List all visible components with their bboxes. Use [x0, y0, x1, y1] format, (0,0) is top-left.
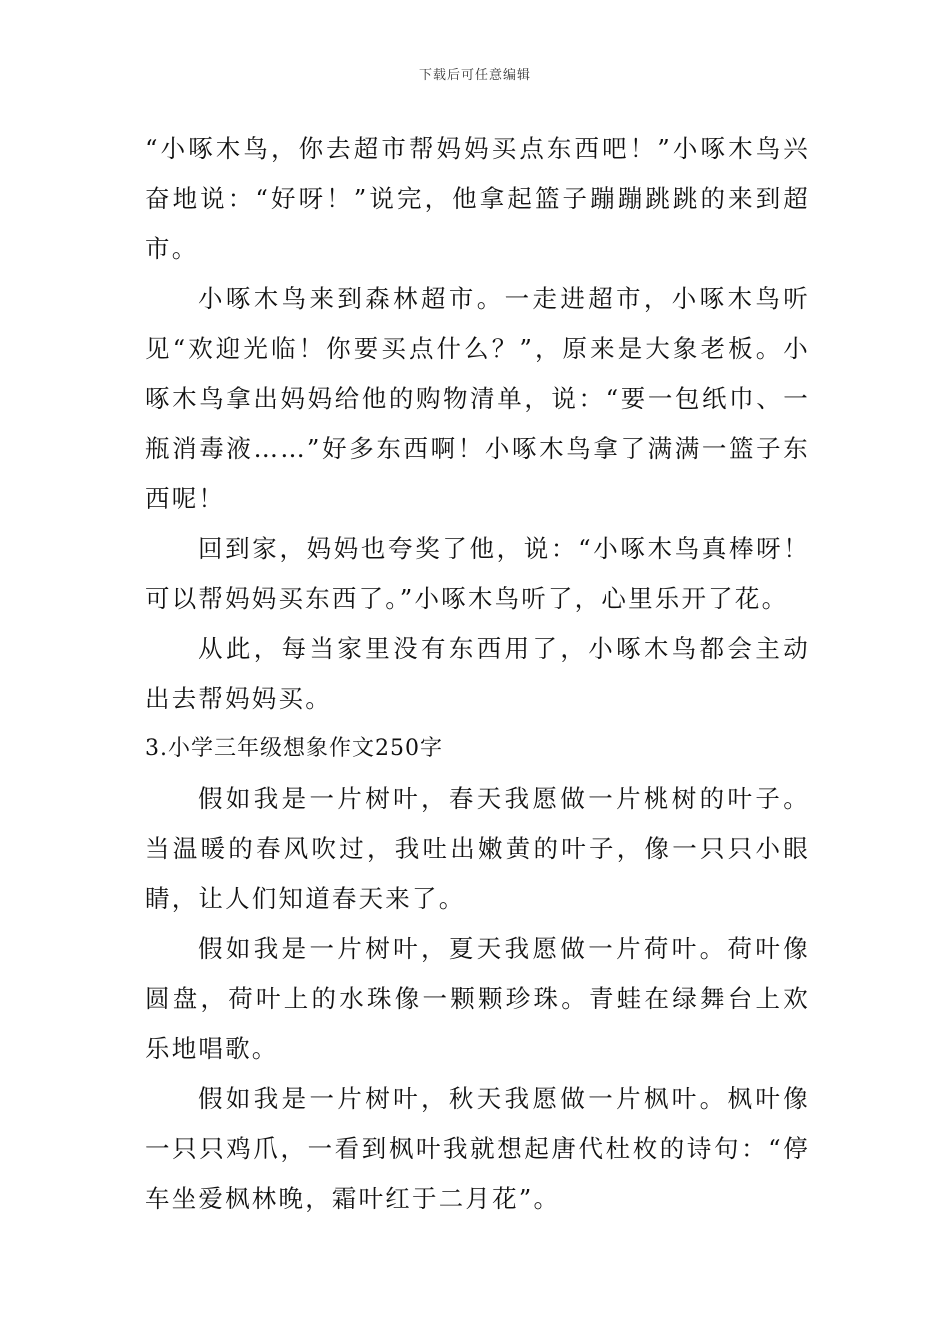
paragraph-3: 回到家，妈妈也夸奖了他，说：“小啄木鸟真棒呀！可以帮妈妈买东西了。”小啄木鸟听了，心里乐开了花。 — [145, 534, 810, 613]
paragraph-1: “小啄木鸟，你去超市帮妈妈买点东西吧！”小啄木鸟兴奋地说：“好呀！”说完，他拿起篮子蹦蹦跳跳的来到超市。 — [145, 134, 810, 263]
paragraph-4: 从此，每当家里没有东西用了，小啄木鸟都会主动出去帮妈妈买。 — [145, 634, 810, 713]
document-body — [145, 124, 810, 1224]
section-paragraph-2: 假如我是一片树叶，夏天我愿做一片荷叶。荷叶像圆盘，荷叶上的水珠像一颗颗珍珠。青蛙在绿舞台上欢乐地唱歌。 — [145, 934, 810, 1063]
paragraph-2: 小啄木鸟来到森林超市。一走进超市，小啄木鸟听见“欢迎光临！你要买点什么？”，原来是大象老板。小啄木鸟拿出妈妈给他的购物清单，说：“要一包纸巾、一瓶消毒液……”好多东西啊！小啄木鸟拿了满满一篮子东西呢！ — [145, 284, 810, 513]
section-heading: 3.小学三年级想象作文250字 — [145, 736, 443, 761]
page-header-note: 下载后可任意编辑 — [418, 68, 531, 83]
section-paragraph-3: 假如我是一片树叶，秋天我愿做一片枫叶。枫叶像一只只鸡爪，一看到枫叶我就想起唐代杜枚的诗句：“停车坐爱枫林晚，霜叶红于二月花”。 — [145, 1084, 810, 1213]
section-paragraph-1: 假如我是一片树叶，春天我愿做一片桃树的叶子。当温暖的春风吹过，我吐出嫩黄的叶子，像一只只小眼睛，让人们知道春天来了。 — [145, 784, 810, 913]
